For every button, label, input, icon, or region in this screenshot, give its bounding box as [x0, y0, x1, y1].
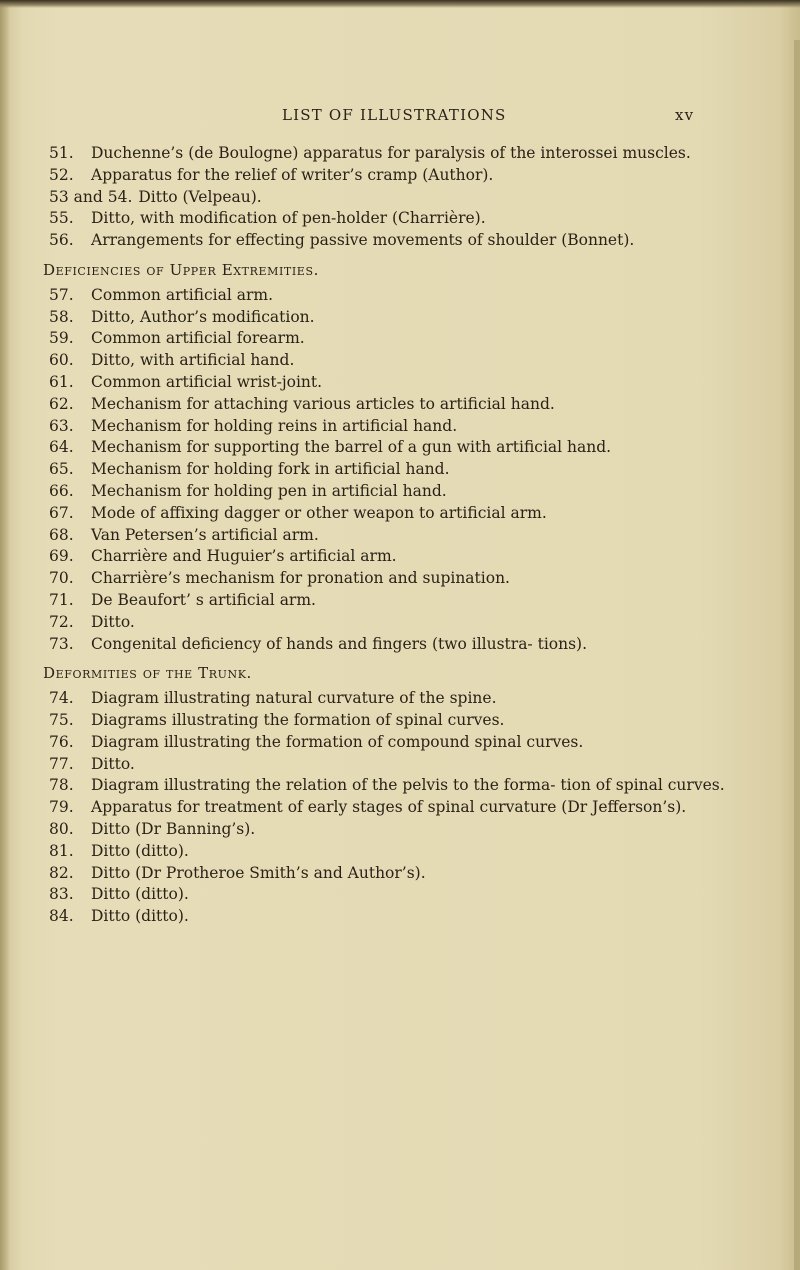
- figure-caption: Van Petersen’s artificial arm.: [91, 525, 319, 544]
- figure-number: 81.: [49, 841, 74, 860]
- figure-caption: Mode of affixing dagger or other weapon to artificial arm.: [91, 503, 547, 522]
- figure-number: 62.: [49, 394, 74, 413]
- running-title: LIST OF ILLUSTRATIONS: [282, 106, 507, 124]
- figure-caption: Mechanism for holding fork in artificial hand.: [91, 460, 450, 479]
- figure-caption: Ditto (Dr Banning’s).: [91, 819, 256, 838]
- list-item: [49, 394, 743, 416]
- figure-caption: Ditto (ditto).: [91, 885, 189, 904]
- figure-number: 61.: [49, 372, 74, 391]
- figure-caption: Charrière and Huguier’s artificial arm.: [91, 547, 397, 566]
- figure-caption: Diagram illustrating the relation of the pelvis to the forma- tion of spinal curves.: [91, 776, 725, 795]
- figure-caption: Ditto (ditto).: [91, 907, 189, 926]
- figure-number: 65.: [49, 460, 74, 479]
- figure-caption: Ditto, Author’s modification.: [91, 307, 315, 326]
- figure-caption: Common artificial forearm.: [91, 329, 305, 348]
- list-item: [49, 328, 743, 350]
- list-item: [49, 437, 743, 459]
- figure-number: 56.: [49, 231, 74, 250]
- list-item: [49, 372, 743, 394]
- figure-caption: Diagram illustrating the formation of compound spinal curves.: [91, 732, 584, 751]
- list-item: [49, 754, 743, 776]
- figure-caption: Mechanism for attaching various articles to artificial hand.: [91, 394, 555, 413]
- figure-caption: De Beaufort’ s artificial arm.: [91, 590, 316, 609]
- figure-number: 75.: [49, 710, 74, 729]
- figure-caption: Ditto (Dr Protheroe Smith’s and Author’s).: [91, 863, 426, 882]
- spine-shadow: [0, 0, 10, 1270]
- list-item: [49, 797, 743, 819]
- entries-group-b: [43, 285, 743, 656]
- figure-caption: Common artificial wrist-joint.: [91, 372, 323, 391]
- figure-caption: Ditto.: [91, 754, 135, 773]
- figure-number: 63.: [49, 416, 74, 435]
- list-item: [49, 819, 743, 841]
- figure-number: 78.: [49, 776, 74, 795]
- figure-number: 84.: [49, 907, 74, 926]
- list-item: [49, 350, 743, 372]
- page-right-edge: [794, 40, 800, 1270]
- figure-caption: Mechanism for holding pen in artificial hand.: [91, 481, 447, 500]
- figure-number: 74.: [49, 689, 74, 708]
- list-item: [49, 590, 743, 612]
- figure-caption: Mechanism for supporting the barrel of a gun with artificial hand.: [91, 438, 612, 457]
- list-item: [49, 841, 743, 863]
- figure-caption: Ditto, with artificial hand.: [91, 351, 295, 370]
- list-item: [49, 688, 743, 710]
- illustration-list: [43, 143, 743, 928]
- figure-number: 67.: [49, 503, 74, 522]
- figure-number: 73.: [49, 634, 74, 653]
- figure-number: 55.: [49, 209, 74, 228]
- figure-number: 76.: [49, 732, 74, 751]
- list-item: [49, 732, 743, 754]
- figure-number: 80.: [49, 819, 74, 838]
- list-item: [49, 906, 743, 928]
- figure-number: 70.: [49, 569, 74, 588]
- list-item: [49, 230, 743, 252]
- figure-caption: Diagrams illustrating the formation of spinal curves.: [91, 710, 505, 729]
- figure-caption: Ditto (ditto).: [91, 841, 189, 860]
- section-heading-upper-extremities: Deficiencies of Upper Extremities.: [43, 260, 319, 279]
- list-item: [49, 634, 743, 656]
- list-item: [49, 165, 743, 187]
- figure-number: 68.: [49, 525, 74, 544]
- figure-number: 57.: [49, 285, 74, 304]
- list-item: [49, 884, 743, 906]
- figure-caption: Common artificial arm.: [91, 285, 274, 304]
- figure-number: 52.: [49, 165, 74, 184]
- list-item: [49, 416, 743, 438]
- list-item: [49, 525, 743, 547]
- figure-caption: Duchenne’s (de Boulogne) apparatus for paralysis of the interossei muscles.: [91, 144, 691, 162]
- figure-number: 69.: [49, 547, 74, 566]
- figure-caption: Diagram illustrating natural curvature of the spine.: [91, 689, 497, 708]
- figure-number: 72.: [49, 612, 74, 631]
- figure-caption: Ditto.: [91, 612, 135, 631]
- figure-number: 60.: [49, 351, 74, 370]
- figure-caption: Ditto, with modification of pen-holder (Charrière).: [91, 209, 486, 228]
- figure-number: 71.: [49, 590, 74, 609]
- figure-number: 66.: [49, 481, 74, 500]
- list-item: [49, 863, 743, 885]
- page-number: xv: [675, 106, 695, 124]
- figure-number: 53 and 54.: [49, 187, 133, 206]
- figure-caption: Ditto (Velpeau).: [138, 187, 262, 206]
- list-item: [49, 459, 743, 481]
- figure-number: 77.: [49, 754, 74, 773]
- figure-number: 59.: [49, 329, 74, 348]
- running-header: [282, 106, 712, 128]
- figure-caption: Apparatus for treatment of early stages of spinal curvature (Dr Jefferson’s).: [91, 798, 687, 817]
- figure-number: 82.: [49, 863, 74, 882]
- figure-number: 83.: [49, 885, 74, 904]
- figure-number: 64.: [49, 438, 74, 457]
- figure-caption: Mechanism for holding reins in artificial hand.: [91, 416, 458, 435]
- section-heading-trunk: Deformities of the Trunk.: [43, 664, 252, 683]
- figure-number: 58.: [49, 307, 74, 326]
- entries-group-c: [43, 688, 743, 928]
- list-item: [49, 187, 743, 209]
- list-item: [49, 503, 743, 525]
- page-top-edge: [0, 0, 800, 8]
- list-item: [49, 307, 743, 329]
- figure-caption: Congenital deficiency of hands and fingers (two illustra- tions).: [91, 634, 588, 653]
- list-item: [49, 481, 743, 503]
- figure-caption: Apparatus for the relief of writer’s cramp (Author).: [91, 165, 494, 184]
- list-item: [49, 208, 743, 230]
- list-item: [49, 285, 743, 307]
- figure-number: 79.: [49, 798, 74, 817]
- list-item: [49, 710, 743, 732]
- list-item: [49, 612, 743, 634]
- list-item: [49, 568, 743, 590]
- figure-caption: Arrangements for effecting passive movements of shoulder (Bonnet).: [91, 231, 635, 250]
- figure-number: 51.: [49, 144, 74, 162]
- list-item: [49, 143, 743, 165]
- figure-caption: Charrière’s mechanism for pronation and supination.: [91, 569, 510, 588]
- list-item: [49, 775, 743, 797]
- entries-group-a: [43, 143, 743, 252]
- list-item: [49, 546, 743, 568]
